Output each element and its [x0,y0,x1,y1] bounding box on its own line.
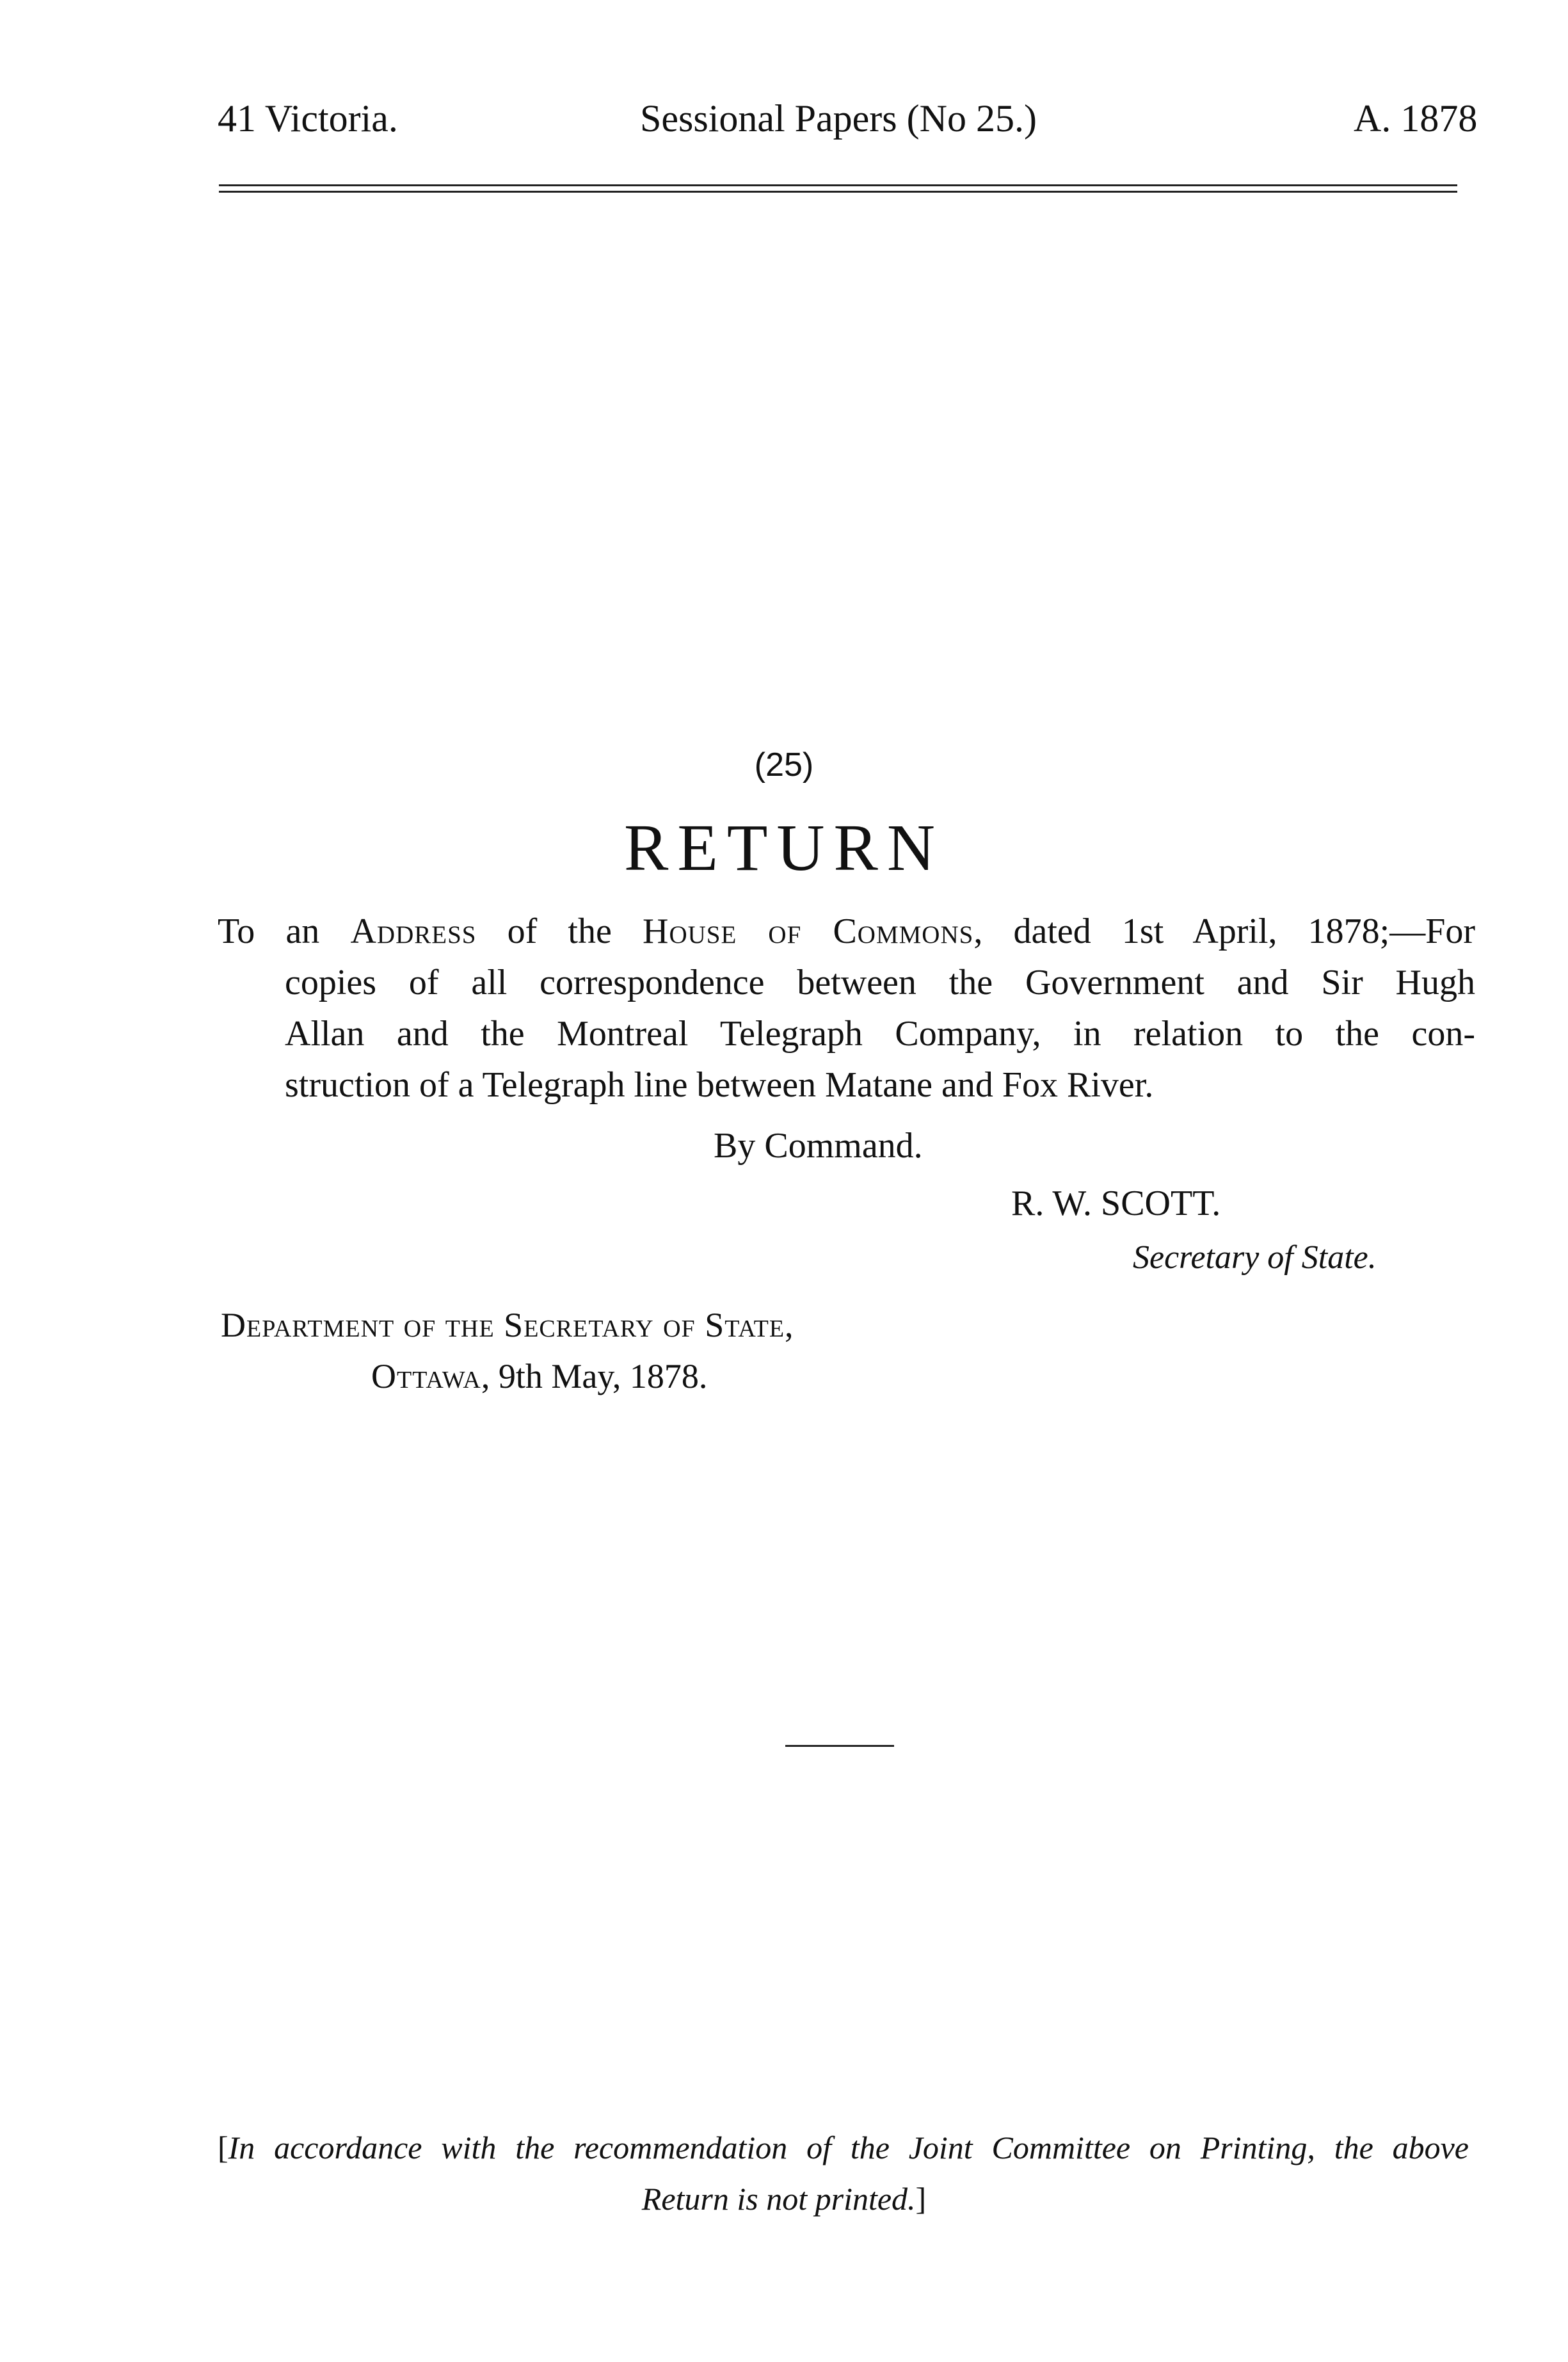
address-line-1 [218,906,1475,957]
department-name: Department of the Secretary of State, [221,1306,794,1344]
house-of-commons: House of Commons [643,912,974,951]
header-rule-top [219,184,1457,186]
address-paragraph [218,906,1475,1111]
department-place-date [371,1354,707,1399]
footnote-line-2 [0,2176,1568,2221]
paper-number: (25) [754,746,814,783]
signatory-title: Secretary of State. [1133,1239,1377,1276]
footnote-open-bracket: [ [218,2130,228,2165]
header-volume: 41 Victoria. [218,97,398,140]
footnote-line-1 [218,2125,1469,2170]
department-place: Ottawa [371,1357,481,1395]
signatory-name: R. W. SCOTT. [1011,1184,1221,1223]
header-rule-bottom [219,191,1457,193]
address-line-4: struction of a Telegraph line between Matane and Fox River. [285,1065,1154,1105]
by-command: By Command. [714,1126,923,1166]
header-year: A. 1878 [1354,97,1478,140]
department-date: , 9th May, 1878. [481,1357,708,1395]
address-word: Address [350,912,477,951]
separator-rule [785,1745,894,1747]
document-title: RETURN [624,811,944,885]
footnote-text-1: In accordance with the recommendation of the Joint Committee on Printing, the above [228,2130,1469,2165]
address-of-the: of the [507,912,612,951]
footnote-close-bracket: ] [915,2181,927,2217]
address-to-an: To an [218,912,320,951]
address-line-3: Allan and the Montreal Telegraph Company, in relation to the con- [285,1014,1475,1054]
footnote-text-2: Return is not printed. [641,2181,916,2217]
address-dated: , dated 1st April, 1878;—For [973,912,1476,951]
header-sessional-papers: Sessional Papers (No 25.) [640,97,1037,140]
address-line-2: copies of all correspondence between the Government and Sir Hugh [285,963,1475,1002]
